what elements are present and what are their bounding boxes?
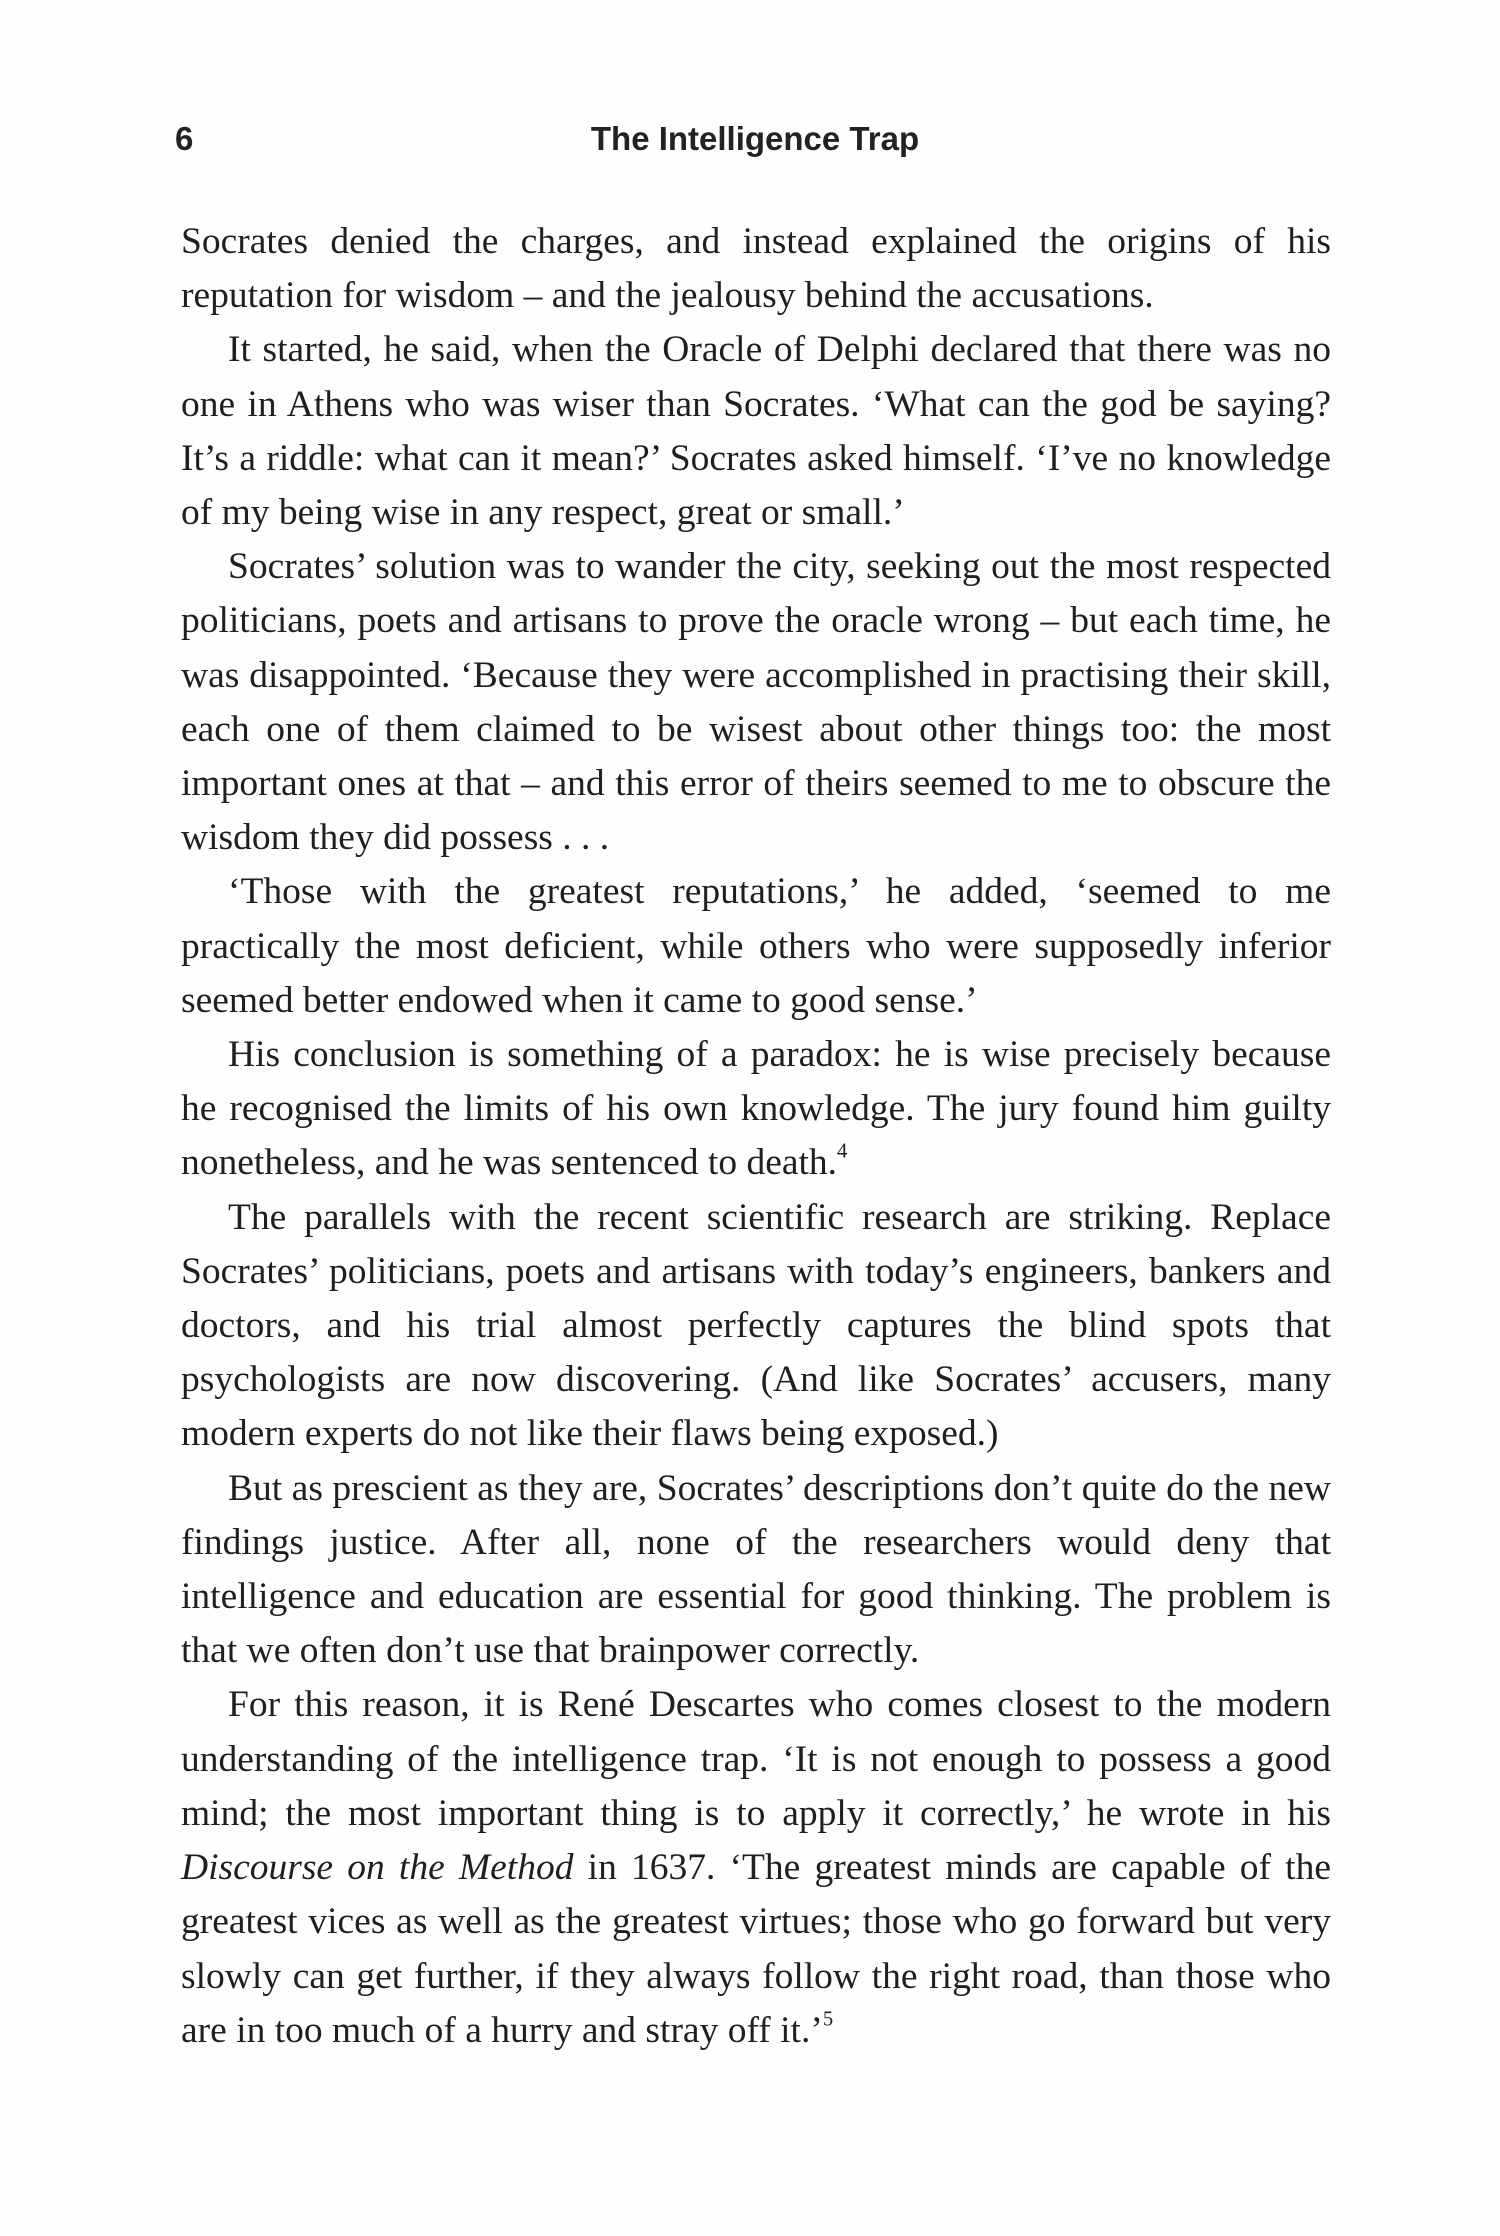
page-header <box>175 120 1335 180</box>
footnote-ref-5: 5 <box>822 2008 834 2031</box>
paragraph-8-text-a: For this reason, it is René Descartes who comes closest to the modern understanding of the intelligence trap. ‘It is not enough to possess a good mind; the most important thing is to apply it correctly,’ he wrote in his <box>181 1684 1331 1834</box>
paragraph-8-text-b: in 1637. ‘The greatest minds are capable of the greatest vices as well as the greatest virtues; those who go forward but very slowly can get further, if they always follow the right road, than those who are in too much of a hurry and stray off it.’ <box>181 1847 1331 2051</box>
paragraph-1: Socrates denied the charges, and instead explained the origins of his reputation for wisdom – and the jealousy behind the accusations. <box>181 221 1331 317</box>
paragraph-5-text: His conclusion is something of a paradox: he is wise precisely because he recognised the limits of his own knowledge. The jury found him guilty nonetheless, and he was sentenced to death. <box>181 1034 1331 1184</box>
footnote-ref-4: 4 <box>837 1140 848 1163</box>
paragraph-6: The parallels with the recent scientific research are striking. Replace Socrates’ politicians, poets and artisans with today’s engineers, bankers and doctors, and his trial almost perfectly captures the blind spots that psychologists are now discovering. (And like Socrates’ accusers, many modern experts do not like their flaws being exposed.) <box>181 1196 1331 1455</box>
paragraph-2: It started, he said, when the Oracle of Delphi declared that there was no one in Athens who was wiser than Socrates. ‘What can the god be saying? It’s a riddle: what can it mean?’ Socrates asked himself. ‘I’ve no knowledge of my being wise in any respect, great or small.’ <box>181 329 1331 534</box>
book-title-italic: Discourse on the Method <box>181 1847 574 1889</box>
running-head: The Intelligence Trap <box>590 120 920 157</box>
page-number: 6 <box>175 120 194 157</box>
paragraph-3: Socrates’ solution was to wander the city, seeking out the most respected politicians, poets and artisans to prove the oracle wrong – but each time, he was disappointed. ‘Because they were accomplished in practising their skill, each one of them claimed to be wisest about other things too: the most important ones at that – and this error of theirs seemed to me to obscure the wisdom they did possess . . . <box>181 546 1331 859</box>
body-text <box>181 215 1331 2058</box>
paragraph-5 <box>181 1028 1331 1191</box>
paragraph-8 <box>181 1678 1331 2057</box>
paragraph-4: ‘Those with the greatest reputations,’ he added, ‘seemed to me practically the most deficient, while others who were supposedly inferior seemed better endowed when it came to good sense.’ <box>181 871 1331 1021</box>
paragraph-7: But as prescient as they are, Socrates’ descriptions don’t quite do the new findings justice. After all, none of the researchers would deny that intelligence and education are essential for good thinking. The problem is that we often don’t use that brainpower correctly. <box>181 1467 1331 1672</box>
